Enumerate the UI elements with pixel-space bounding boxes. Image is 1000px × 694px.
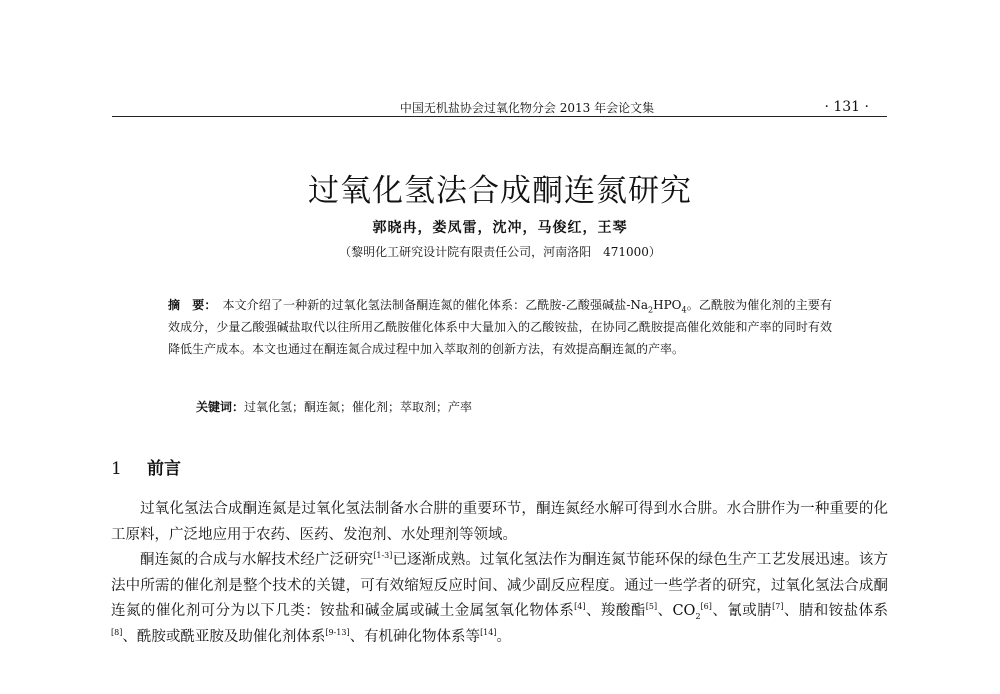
- citation: [5]: [645, 602, 658, 611]
- keywords-label: 关键词：: [196, 400, 245, 414]
- affiliation: （黎明化工研究设计院有限责任公司，河南洛阳 471000）: [339, 245, 661, 259]
- abstract-text: 本文介绍了一种新的过氧化氢法制备酮连氮的催化体系：乙酰胺-乙酸强碱盐-Na: [222, 298, 649, 312]
- paragraph-text: 已逐渐成熟。过氧化氢法作为酮连氮节能环保的绿色生产工艺发展迅速。该方法中所需的催化剂是整个技术的关键，可有效缩短反应时间、减少副反应程度。通过一些学者的研究，过氧化氢法合成酮连氮的催化剂可分为以下几类：铵盐和碱金属或碱土金属氢氧化物体系: [111, 552, 889, 619]
- authors: 郭晓冉，娄凤雷，沈冲，马俊红，王琴: [372, 220, 628, 236]
- paragraph-text: 、有机砷化物体系等: [349, 628, 481, 645]
- citation: [8]: [111, 627, 123, 637]
- paragraph-text: 、酰胺或酰亚胺及助催化剂体系: [122, 628, 326, 645]
- page-number: · 131 ·: [824, 99, 869, 115]
- paragraph-text: 。: [496, 628, 511, 645]
- paragraph: 过氧化氢法合成酮连氮是过氧化氢法制备水合肼的重要环节，酮连氮经水解可得到水合肼。水合肼作为一种重要的化工原料，广泛地应用于农药、医药、发泡剂、水处理剂等领域。: [111, 501, 888, 543]
- section-number: 1: [111, 459, 122, 479]
- citation: [14]: [480, 627, 497, 637]
- paragraph-text: 、腈和铵盐体系: [783, 603, 889, 619]
- subscript: 2: [695, 611, 701, 621]
- paragraph-text: 、CO: [657, 603, 696, 619]
- keywords: [196, 397, 832, 417]
- running-header: [112, 99, 887, 117]
- abstract-subscript: 2: [648, 305, 654, 315]
- paragraph: [111, 548, 888, 650]
- abstract-text: 。乙酰胺为催化剂的主要有效成分，少量乙酸强碱盐取代以往所用乙酰胺催化体系中大量加入的乙酸铵盐，在协同乙酰胺提高催化效能和产率的同时有效降低生产成本。本文也通过在酮连氮合成过程中加入萃取剂的创新方法，有效提高酮连氮的产率。: [168, 298, 832, 356]
- paper-title: 过氧化氢法合成酮连氮研究: [308, 173, 692, 209]
- paragraph-text: 酮连氮的合成与水解技术经广泛研究: [140, 552, 374, 568]
- section-heading: [111, 458, 411, 480]
- citation: [9-13]: [325, 627, 350, 637]
- citation: [1-3]: [373, 551, 393, 560]
- citation: [7]: [772, 602, 784, 611]
- paragraph-text: 、羧酸酯: [585, 603, 646, 619]
- abstract-subscript: 4: [681, 305, 687, 315]
- keywords-text: 过氧化氢；酮连氮；催化剂；萃取剂；产率: [244, 400, 473, 414]
- abstract-text: HPO: [653, 298, 682, 312]
- citation: [6]: [700, 602, 712, 611]
- abstract-label: 摘 要：: [168, 298, 217, 312]
- section-title: 前言: [147, 459, 181, 479]
- journal-name: 中国无机盐协会过氧化物分会 2013 年会论文集: [399, 101, 655, 115]
- abstract: [168, 294, 832, 360]
- paragraph-text: 、氰或腈: [711, 603, 773, 619]
- citation: [4]: [574, 602, 586, 611]
- body-text: [111, 497, 888, 650]
